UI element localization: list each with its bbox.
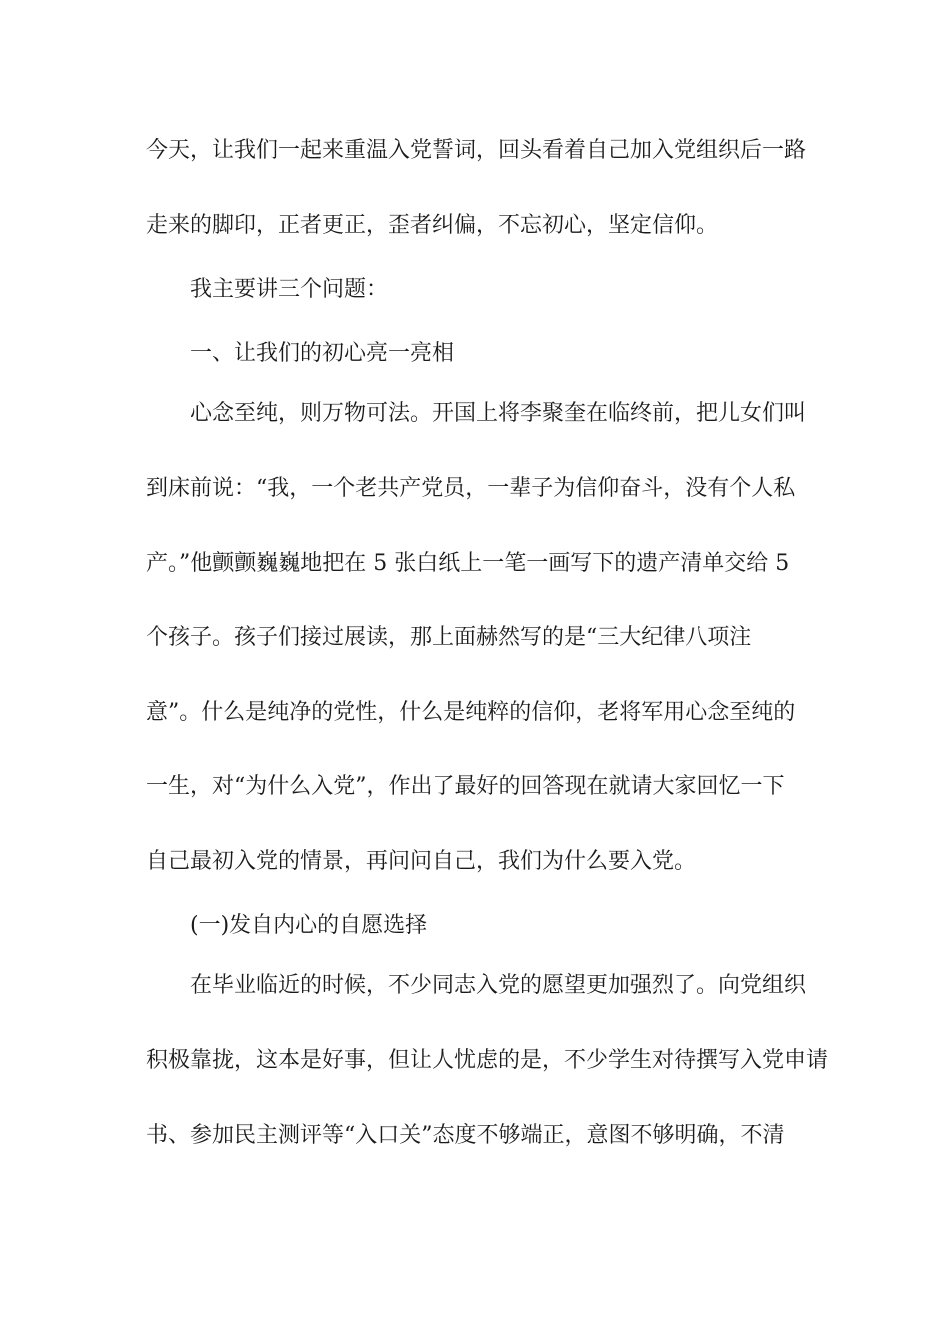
section-intro: 我主要讲三个问题： <box>190 277 389 302</box>
text-line: 一生，对“为什么入党”，作出了最好的回答现在就请大家回忆一下 <box>146 774 785 799</box>
text-line: 在毕业临近的时候，不少同志入党的愿望更加强烈了。向党组织 <box>190 973 807 998</box>
text-line: 意”。什么是纯净的党性，什么是纯粹的信仰，老将军用心念至纯的 <box>146 700 796 725</box>
text-line: 产。”他颤颤巍巍地把在 5 张白纸上一笔一画写下的遗产清单交给 5 <box>146 551 790 576</box>
text-line: 走来的脚印，正者更正，歪者纠偏，不忘初心，坚定信仰。 <box>146 213 719 238</box>
subsection-heading: (一)发自内心的自愿选择 <box>190 913 428 938</box>
section-heading: 一、让我们的初心亮一亮相 <box>190 341 455 366</box>
text-line: 到床前说：“我，一个老共产党员，一辈子为信仰奋斗，没有个人私 <box>146 476 796 501</box>
text-line: 书、参加民主测评等“入口关”态度不够端正，意图不够明确，不清 <box>146 1123 785 1148</box>
text-line: 今天，让我们一起来重温入党誓词，回头看着自己加入党组织后一路 <box>146 138 807 163</box>
text-line: 自己最初入党的情景，再问问自己，我们为什么要入党。 <box>146 849 697 874</box>
text-line: 个孩子。孩子们接过展读，那上面赫然写的是“三大纪律八项注 <box>146 625 752 650</box>
text-line: 积极靠拢，这本是好事，但让人忧虑的是，不少学生对待撰写入党申请 <box>146 1048 829 1073</box>
text-line: 心念至纯，则万物可法。开国上将李聚奎在临终前，把儿女们叫 <box>190 401 807 426</box>
